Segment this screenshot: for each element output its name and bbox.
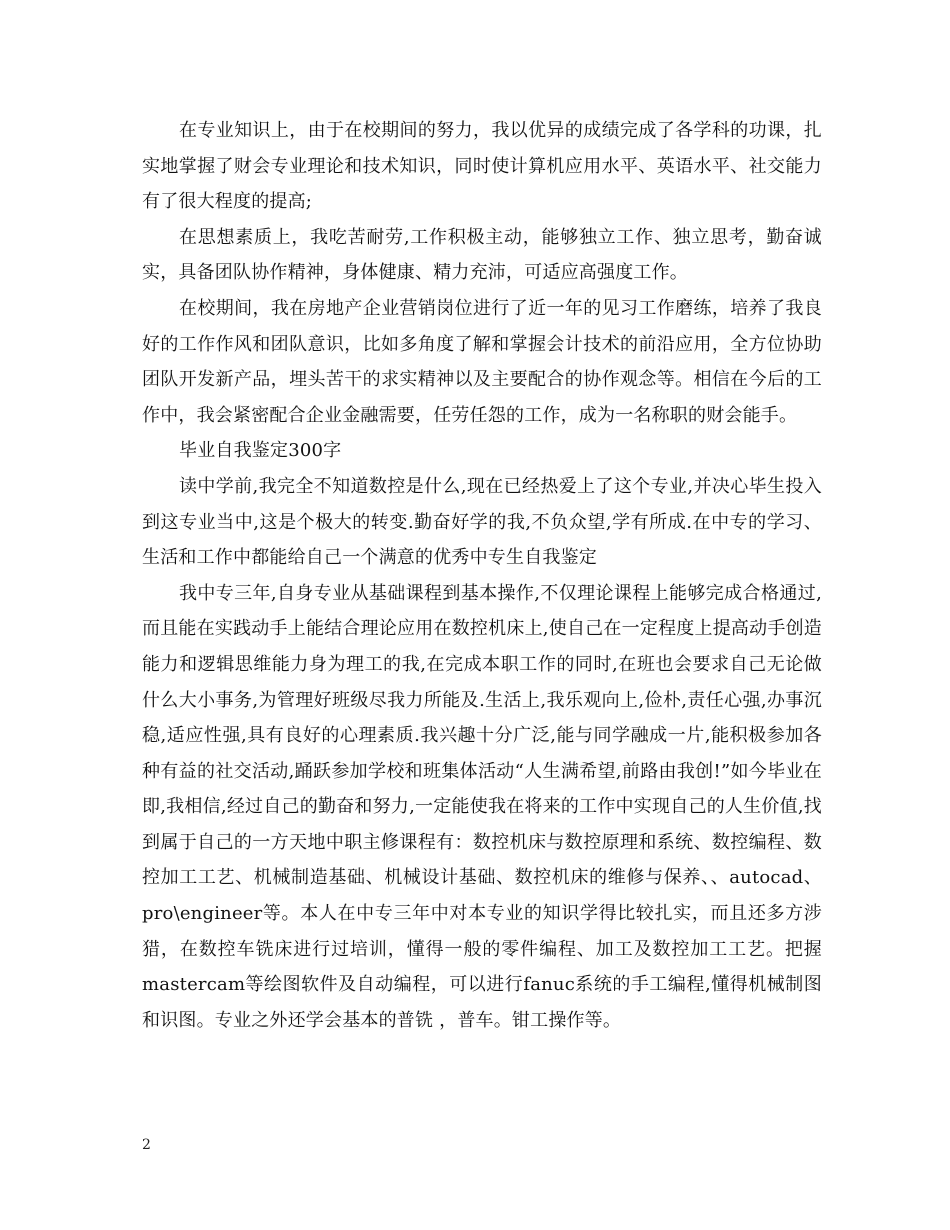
- paragraph-ideological-quality: 在思想素质上，我吃苦耐劳,工作积极主动，能够独立工作、独立思考，勤奋诚实，具备团队协作精神，身体健康、精力充沛，可适应高强度工作。: [142, 226, 822, 284]
- page-number: 2: [142, 1137, 151, 1153]
- paragraph-internship: 在校期间，我在房地产企业营销岗位进行了近一年的见习工作磨练，培养了我良好的工作作风和团队意识，比如多角度了解和掌握会计技术的前沿应用，全方位协助团队开发新产品，埋头苦干的求实精神以及主要配合的协作观念等。相信在今后的工作中，我会紧密配合企业金融需要，任劳任怨的工作，成为一名称职的财会能手。: [142, 297, 822, 426]
- document-body: [142, 113, 822, 1038]
- paragraph-three-years: 我中专三年,自身专业从基础课程到基本操作,不仅理论课程上能够完成合格通过,而且能在实践动手上能结合理论应用在数控机床上,使自己在一定程度上提高动手创造能力和逻辑思维能力身为理工的我,在完成本职工作的同时,在班也会要求自己无论做什么大小事务,为管理好班级尽我力所能及.生活上,我乐观向上,俭朴,责任心强,办事沉稳,适应性强,具有良好的心理素质.我兴趣十分广泛,能与同学融成一片,能积极参加各种有益的社交活动,踊跃参加学校和班集体活动“人生满希望,前路由我创!”如今毕业在即,我相信,经过自己的勤奋和努力,一定能使我在将来的工作中实现自己的人生价值,找到属于自己的一方天地中职主修课程有：数控机床与数控原理和系统、数控编程、数控加工工艺、机械制造基础、机械设计基础、数控机床的维修与保养、、autocad、pro\engineer等。本人在中专三年中对本专业的知识学得比较扎实，而且还多方涉猎，在数控车铣床进行过培训，懂得一般的零件编程、加工及数控加工工艺。把握mastercam等绘图软件及自动编程，可以进行fanuc系统的手工编程,懂得机械制图和识图。专业之外还学会基本的普铣 ，普车。钳工操作等。: [142, 582, 822, 1031]
- section-heading: 毕业自我鉴定300字: [179, 440, 342, 462]
- paragraph-before-middle-school: 读中学前,我完全不知道数控是什么,现在已经热爱上了这个专业,并决心毕生投入到这专业当中,这是个极大的转变.勤奋好学的我,不负众望,学有所成.在中专的学习、生活和工作中都能给自己一个满意的优秀中专生自我鉴定: [142, 475, 822, 569]
- paragraph-professional-knowledge: 在专业知识上，由于在校期间的努力，我以优异的成绩完成了各学科的功课，扎实地掌握了财会专业理论和技术知识，同时使计算机应用水平、英语水平、社交能力有了很大程度的提高;: [142, 120, 822, 213]
